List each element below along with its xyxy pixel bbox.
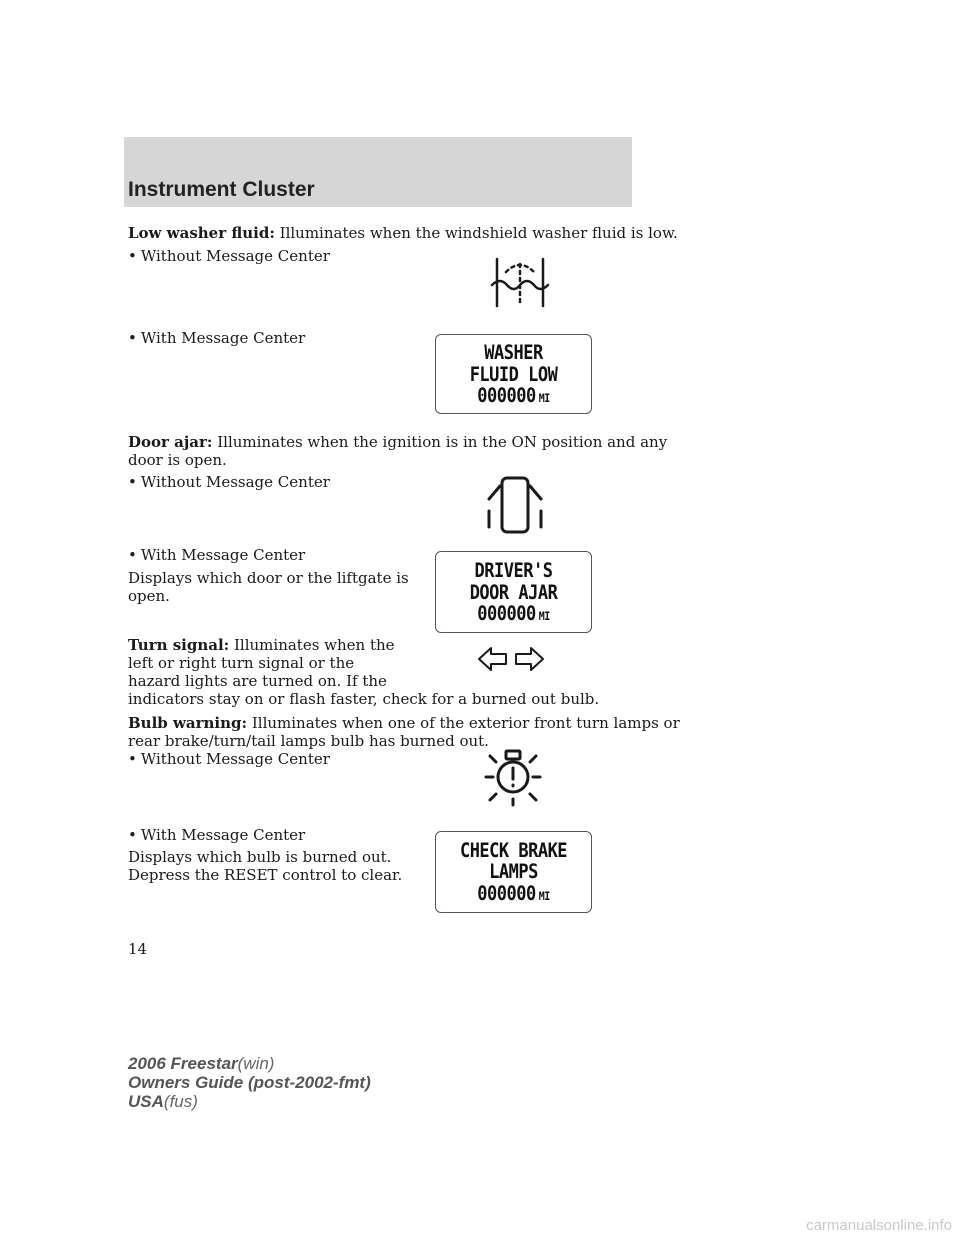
lcd-line: WASHER	[484, 341, 543, 365]
turn-title: Turn signal:	[128, 636, 230, 654]
turn-desc: Illuminates when the	[234, 636, 395, 654]
bulb-desc: Illuminates when one of the exterior front turn lamps or	[251, 714, 680, 732]
bulb-message-display	[435, 831, 592, 913]
watermark-link[interactable]: carmanualsonline.info	[806, 1217, 952, 1234]
bulb-note-cont: Depress the RESET control to clear.	[128, 866, 403, 884]
door-desc: Illuminates when the ignition is in the ON position and any	[217, 433, 668, 451]
bulb-note: Displays which bulb is burned out.	[128, 848, 392, 866]
lcd-line: CHECK BRAKE	[459, 839, 568, 863]
washer-bullet-with: • With Message Center	[128, 329, 305, 347]
page-number: 14	[128, 940, 148, 958]
lcd-line: DOOR AJAR	[469, 581, 558, 605]
bulb-warning-icon	[478, 748, 548, 808]
bulb-bullet-with: • With Message Center	[128, 826, 305, 844]
turn-desc-line: indicators stay on or flash faster, check for a burned out bulb.	[128, 690, 600, 708]
bulb-paragraph	[128, 714, 680, 732]
section-title: Instrument Cluster	[128, 178, 315, 201]
lcd-line: LAMPS	[489, 860, 538, 884]
washer-desc: Illuminates when the windshield washer fluid is low.	[279, 224, 678, 242]
door-bullet-with: • With Message Center	[128, 546, 305, 564]
door-desc-cont: door is open.	[128, 451, 227, 469]
washer-title: Low washer fluid:	[128, 224, 275, 242]
lcd-odometer: 000000 MI	[477, 602, 550, 626]
turn-desc-line: left or right turn signal or the	[128, 654, 355, 672]
bulb-bullet-without: • Without Message Center	[128, 750, 330, 768]
lcd-line: FLUID LOW	[469, 363, 558, 387]
washer-fluid-icon	[490, 254, 550, 310]
door-ajar-icon	[485, 475, 545, 535]
door-bullet-without: • Without Message Center	[128, 473, 330, 491]
lcd-line: DRIVER'S	[474, 559, 553, 583]
lcd-odometer: 000000 MI	[477, 882, 550, 906]
turn-desc-line: hazard lights are turned on. If the	[128, 672, 387, 690]
document-footer: 2006 Freestar(win) Owners Guide (post-2002-fmt) USA(fus)	[128, 1054, 371, 1111]
bulb-desc-cont: rear brake/turn/tail lamps bulb has burned out.	[128, 732, 489, 750]
door-message-display	[435, 551, 592, 633]
turn-signal-arrows-icon	[477, 645, 545, 673]
washer-bullet-without: • Without Message Center	[128, 247, 330, 265]
washer-message-display	[435, 334, 592, 414]
bulb-title: Bulb warning:	[128, 714, 248, 732]
door-title: Door ajar:	[128, 433, 213, 451]
door-note-cont: open.	[128, 587, 170, 605]
washer-paragraph	[128, 224, 678, 242]
turn-paragraph	[128, 636, 395, 654]
door-paragraph	[128, 433, 667, 451]
lcd-odometer: 000000 MI	[477, 384, 550, 408]
door-note: Displays which door or the liftgate is	[128, 569, 409, 587]
